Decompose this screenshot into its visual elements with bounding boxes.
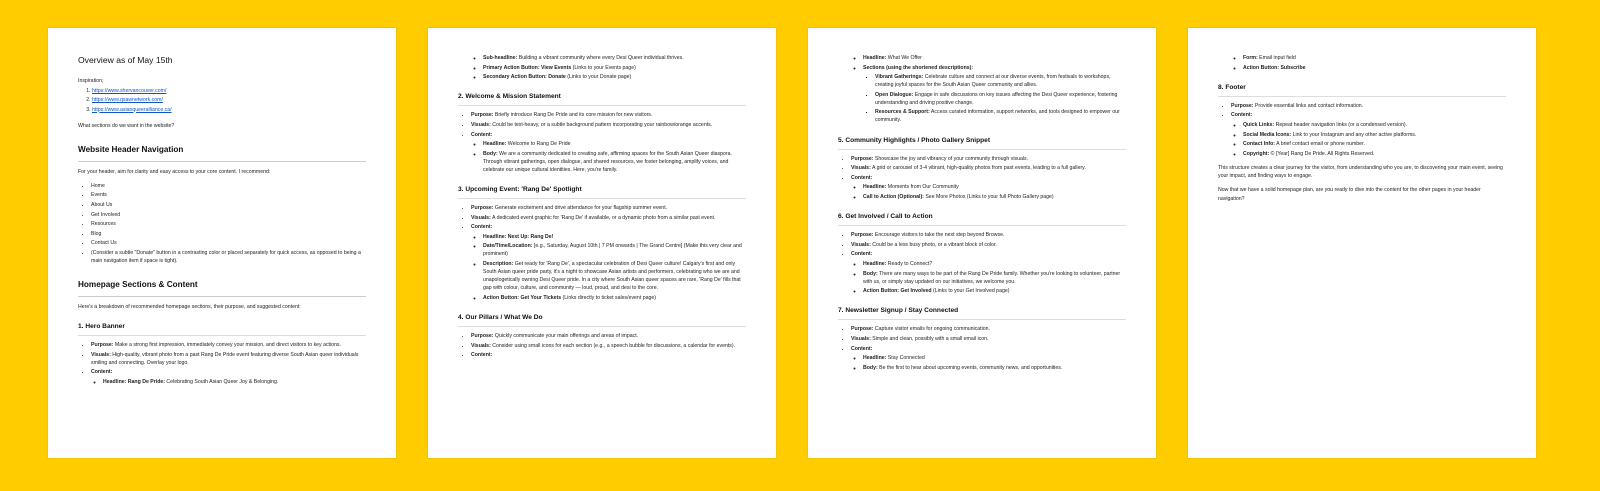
page-4-content	[1218, 54, 1506, 203]
item-label: Content:	[471, 131, 493, 138]
item-label: Purpose:	[851, 326, 874, 333]
item-label: Headline:	[483, 141, 507, 148]
list-item	[863, 364, 1126, 372]
page-1-content	[78, 54, 366, 386]
footer-heading: 8. Footer	[1218, 83, 1506, 97]
list-item: • Get Involved	[91, 211, 366, 219]
list-item	[483, 242, 746, 258]
list-item	[851, 250, 1126, 295]
item-text: Make a strong first impression, immediately convey your mission, and direct visitors to key actions.	[113, 342, 341, 349]
list-item	[875, 91, 1126, 107]
item-label: Body:	[483, 150, 498, 157]
item-label: Visuals:	[471, 342, 491, 349]
item-text: Generate excitement and drive attendance for your flagship summer event.	[493, 205, 668, 212]
list-item	[1231, 102, 1506, 110]
sections-question: What sections do we want in the website?	[78, 122, 175, 129]
item-text: Email input field	[1257, 55, 1296, 61]
item-text: Celebrating South Asian Queer Joy & Belonging.	[164, 378, 279, 385]
list-item	[471, 351, 746, 359]
community-highlights-heading: 5. Community Highlights / Photo Gallery Snippet	[838, 136, 1126, 150]
footer-content-list	[1231, 121, 1506, 158]
item-label: Action Button: Subscribe	[1243, 64, 1306, 71]
item-text: (Links to your Get Involved page)	[931, 288, 1010, 295]
page-3-content	[838, 54, 1126, 372]
item-text: Could be text-heavy, or a subtle background pattern incorporating your rainbow/orange accents.	[490, 121, 713, 128]
item-label: Social Media Icons:	[1243, 131, 1292, 138]
item-text: © [Year] Rang De Pride. All Rights Reserved.	[1269, 150, 1375, 157]
list-item	[863, 260, 1126, 268]
document-page-4	[1188, 28, 1536, 458]
item-text: Encourage visitors to take the next step beyond Browse.	[873, 232, 1005, 239]
item-text: Quickly communicate your main offerings and areas of impact.	[493, 332, 639, 339]
item-text: Get ready for 'Rang De', a spectacular celebration of Desi Queer culture! Calgary's first and only South Asian queer pride party, it's a night to showcase Asian artists and performers, celebrating who we are and unapologetically owning Desi Queer pride. In a city where South Asian queer spaces are rare, 'Rang De' fills that gap with colour, culture, and community — loud, proud, and desi to the core.	[483, 260, 741, 292]
list-item	[471, 131, 746, 174]
list-item	[851, 241, 1126, 249]
our-pillars-continued-list	[838, 54, 1126, 125]
list-item	[851, 164, 1126, 172]
inspiration-label: Inspiration;	[78, 78, 104, 85]
item-label: Contact Info:	[1243, 141, 1275, 148]
list-item	[1243, 140, 1506, 148]
footer-list	[1218, 102, 1506, 158]
welcome-mission-content-list	[471, 140, 746, 174]
list-item	[483, 150, 746, 174]
item-label: Secondary Action Button: Donate	[483, 74, 566, 81]
our-pillars-list	[458, 332, 746, 359]
list-item	[471, 121, 746, 129]
list-item	[1243, 121, 1506, 129]
item-text: Simple and clean, possibly with a small email icon.	[870, 335, 989, 342]
item-label: Purpose:	[851, 232, 874, 239]
inspiration-link[interactable]: https://www.asianqueeralliance.ca/	[92, 106, 172, 113]
item-label: Headline: Next Up: Rang De!	[483, 233, 554, 240]
closing-paragraph-2: Now that we have a solid homepage plan, are you ready to dive into the content for the other pages in your header navigation?	[1218, 187, 1481, 202]
item-text: Link to your Instagram and any other active platforms.	[1291, 131, 1417, 138]
item-label: Purpose:	[471, 332, 494, 339]
list-item	[851, 231, 1126, 239]
list-item	[471, 342, 746, 350]
item-text: Consider using small icons for each section (e.g., a speech bubble for discussions, a calendar for events).	[490, 342, 736, 349]
item-label: Date/Time/Location:	[483, 243, 533, 250]
item-text: Moments from Our Community	[886, 184, 959, 191]
item-label: Primary Action Button: View Events	[483, 64, 572, 71]
list-item	[103, 378, 366, 386]
list-item: • About Us	[91, 201, 366, 209]
list-item	[1243, 150, 1506, 158]
header-nav-heading: Website Header Navigation	[78, 144, 366, 162]
list-item: • Contact Us	[91, 239, 366, 247]
hero-banner-continued-list	[458, 54, 746, 81]
inspiration-link-list	[78, 87, 366, 113]
item-label: Body:	[863, 364, 878, 371]
item-text: Ready to Connect?	[886, 260, 933, 267]
item-label: Action Button: Get Your Tickets	[483, 294, 562, 301]
item-text: Could be a less busy photo, or a vibrant block of color.	[870, 241, 997, 248]
get-involved-content-list	[851, 260, 1126, 295]
item-text: Showcase the joy and vibrancy of your community through visuals.	[873, 155, 1029, 162]
list-item: • Resources	[91, 220, 366, 228]
newsletter-signup-list	[838, 325, 1126, 371]
hero-banner-content-list	[91, 378, 366, 386]
item-text: We are a community dedicated to creating safe, affirming spaces for the South Asian Queer diaspora. Through vibrant gatherings, open dialogue, and shared resources, we foster belonging, amplify voices, and celebrate our unique cultural identities. Here, you're family.	[483, 150, 732, 173]
closing-paragraph-1: This structure creates a clear journey for the visitor, from understanding who you are, to discovering your main event, seeing your impact, and finding ways to engage.	[1218, 164, 1503, 180]
list-item	[863, 54, 1126, 62]
list-item: • Events	[91, 191, 366, 199]
item-label: Visuals:	[851, 335, 871, 342]
list-item	[851, 335, 1126, 343]
item-text: What We Offer	[886, 55, 922, 61]
item-text: (Links to your Events page)	[571, 64, 636, 71]
item-text: See More Photos (Links to your full Photo Gallery page)	[923, 193, 1054, 200]
item-label: Purpose:	[91, 342, 114, 349]
list-item	[471, 214, 746, 222]
item-text: Access curated information, support networks, and tools designed to empower our community.	[875, 109, 1120, 124]
list-item	[471, 223, 746, 302]
item-label: Body:	[863, 270, 878, 277]
list-item	[1243, 131, 1506, 139]
item-text: Briefly introduce Rang De Pride and its core mission for new visitors.	[493, 112, 653, 119]
list-item: • (Consider a subtle "Donate" button in a contrasting color or placed separately for quick access, as opposed to being a main navigation item if space is tight).	[91, 249, 366, 265]
upcoming-event-heading: 3. Upcoming Event: 'Rang De' Spotlight	[458, 185, 746, 199]
item-text: High-quality, vibrant photo from a past Rang De Pride event featuring diverse South Asian queer individuals smiling and connecting. Overlay your logo.	[91, 351, 359, 366]
upcoming-event-list	[458, 204, 746, 302]
list-item	[875, 73, 1126, 89]
list-item	[863, 64, 1126, 125]
inspiration-link[interactable]: https://www.qsawnetwork.com/	[92, 97, 163, 104]
our-pillars-heading: 4. Our Pillars / What We Do	[458, 313, 746, 327]
item-label: Vibrant Gatherings:	[875, 74, 924, 81]
item-text: Engage in safe discussions on key issues affecting the Desi Queer experience, fostering understanding and driving positive change.	[875, 91, 1118, 106]
item-text: (Links directly to ticket sales/event page)	[561, 294, 656, 301]
item-label: Form:	[1243, 55, 1258, 61]
item-label: Open Dialogue:	[875, 91, 914, 98]
list-item	[483, 73, 746, 81]
item-label: Content:	[471, 224, 493, 231]
item-label: Content:	[851, 174, 873, 181]
page-2-content	[458, 54, 746, 359]
item-label: Visuals:	[471, 121, 491, 128]
item-label: Sections (using the shortened descriptions):	[863, 64, 974, 71]
item-label: Quick Links:	[1243, 121, 1275, 128]
item-label: Action Button: Get Involved	[863, 288, 932, 295]
list-item	[483, 294, 746, 302]
item-label: Purpose:	[851, 155, 874, 162]
list-item	[863, 354, 1126, 362]
item-text: Welcome to Rang De Pride	[506, 141, 571, 148]
item-text: Stay Connected	[886, 355, 925, 362]
list-item	[92, 96, 366, 104]
list-item	[471, 111, 746, 119]
welcome-mission-heading: 2. Welcome & Mission Statement	[458, 92, 746, 106]
list-item	[851, 155, 1126, 163]
list-item	[483, 140, 746, 148]
item-label: Description:	[483, 260, 514, 267]
header-nav-item-list	[78, 182, 366, 265]
list-item	[863, 270, 1126, 286]
item-label: Headline:	[863, 260, 887, 267]
list-item	[875, 108, 1126, 124]
list-item	[851, 174, 1126, 201]
header-nav-intro: For your header, aim for clarity and easy access to your core content. I recommend:	[78, 168, 271, 175]
list-item	[92, 87, 366, 95]
hero-banner-list	[78, 341, 366, 386]
list-item	[91, 341, 366, 349]
item-text: Building a vibrant community where every Desi Queer individual thrives.	[517, 55, 684, 61]
upcoming-event-content-list	[471, 233, 746, 302]
list-item	[851, 325, 1126, 333]
list-item	[1243, 64, 1506, 72]
item-label: Purpose:	[471, 205, 494, 212]
item-label: Resources & Support:	[875, 109, 930, 116]
item-label: Headline:	[863, 184, 887, 191]
list-item: • Blog	[91, 230, 366, 238]
item-label: Visuals:	[851, 241, 871, 248]
item-text: A grid or carousel of 3-4 vibrant, high-quality photos from past events, leading to a full gallery.	[870, 165, 1086, 172]
item-label: Content:	[1231, 112, 1253, 119]
list-item: • Home	[91, 182, 366, 190]
item-text: Be the first to hear about upcoming events, community news, and opportunities.	[877, 364, 1063, 371]
item-label: Content:	[851, 345, 873, 352]
document-page-2	[428, 28, 776, 458]
item-text: A brief contact email or phone number.	[1274, 141, 1365, 148]
list-item	[863, 183, 1126, 191]
list-item	[471, 204, 746, 212]
item-text: A dedicated event graphic for 'Rang De' if available, or a dynamic photo from a similar past event.	[490, 214, 716, 221]
item-label: Visuals:	[471, 214, 491, 221]
item-label: Content:	[91, 369, 113, 376]
item-label: Sub-headline:	[483, 55, 518, 61]
page-title: Overview as of May 15th	[78, 55, 173, 65]
welcome-mission-list	[458, 111, 746, 173]
item-text: There are many ways to be part of the Rang De Pride family. Whether you're looking to volunteer, partner with us, or simply stay updated on our initiatives, we welcome you.	[863, 270, 1121, 285]
hero-banner-heading: 1. Hero Banner	[78, 322, 366, 336]
list-item	[92, 106, 366, 114]
list-item	[483, 54, 746, 62]
list-item	[1231, 111, 1506, 157]
get-involved-list	[838, 231, 1126, 295]
item-label: Copyright:	[1243, 150, 1270, 157]
community-highlights-content-list	[851, 183, 1126, 201]
item-label: Headline: Rang De Pride:	[103, 378, 165, 385]
list-item	[91, 368, 366, 386]
item-label: Purpose:	[471, 112, 494, 119]
document-page-1	[48, 28, 396, 458]
item-text: Capture visitor emails for ongoing communication.	[873, 326, 990, 333]
item-label: Content:	[851, 251, 873, 258]
list-item	[483, 260, 746, 292]
item-text: [e.g., Saturday, August 10th | 7 PM onwards | The Grand Centre] (Make this very clear and prominent)	[483, 243, 742, 258]
newsletter-continued-list	[1218, 54, 1506, 72]
list-item	[483, 233, 746, 241]
list-item	[91, 351, 366, 367]
homepage-sections-heading: Homepage Sections & Content	[78, 279, 366, 297]
item-text: Provide essential links and contact information.	[1253, 102, 1364, 109]
list-item	[863, 287, 1126, 295]
newsletter-signup-heading: 7. Newsletter Signup / Stay Connected	[838, 306, 1126, 320]
list-item	[483, 64, 746, 72]
list-item	[471, 332, 746, 340]
item-label: Call to Action (Optional):	[863, 193, 924, 200]
list-item	[1243, 54, 1506, 62]
homepage-intro: Here's a breakdown of recommended homepage sections, their purpose, and suggested content:	[78, 303, 301, 310]
item-label: Headline:	[863, 55, 887, 61]
inspiration-link[interactable]: https://www.shervancouver.com/	[92, 88, 167, 95]
item-text: (Links to your Donate page)	[565, 74, 632, 81]
item-label: Visuals:	[91, 351, 111, 358]
item-text: Repeat header navigation links (or a condensed version).	[1274, 121, 1408, 128]
document-page-3	[808, 28, 1156, 458]
list-item	[863, 193, 1126, 201]
pillars-sub-sections-list	[863, 73, 1126, 124]
item-text: Celebrate culture and connect at our diverse events, from festivals to workshops, creating joyful spaces for the South Asian Queer community and allies.	[875, 74, 1111, 89]
item-label: Headline:	[863, 355, 887, 362]
newsletter-content-list	[851, 354, 1126, 372]
item-label: Content:	[471, 352, 493, 359]
item-label: Visuals:	[851, 165, 871, 172]
community-highlights-list	[838, 155, 1126, 201]
get-involved-heading: 6. Get Involved / Call to Action	[838, 212, 1126, 226]
list-item	[851, 345, 1126, 372]
item-label: Purpose:	[1231, 102, 1254, 109]
